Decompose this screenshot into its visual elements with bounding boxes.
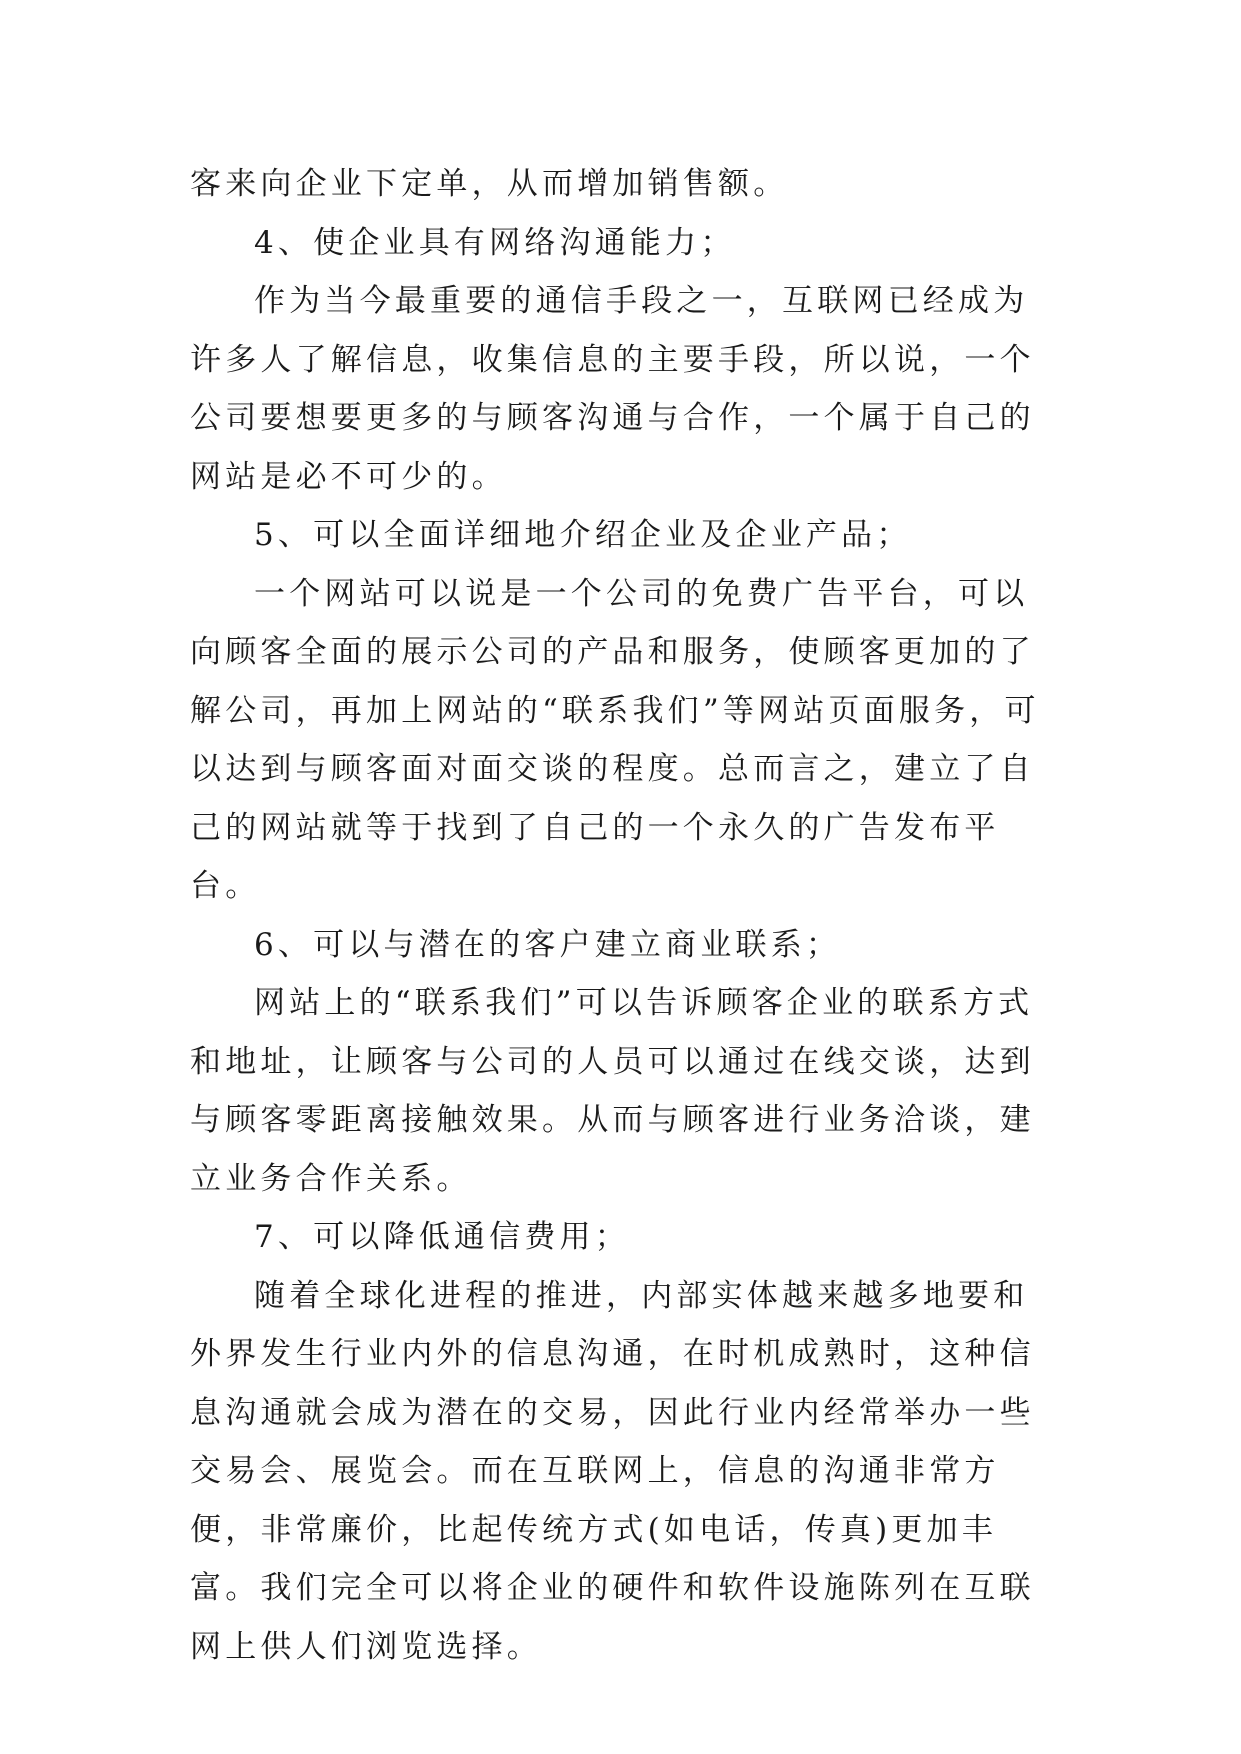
heading-item-4: 4、使企业具有网络沟通能力； — [254, 224, 736, 261]
paragraph-continuation: 客来向企业下定单，从而增加销售额。 — [190, 166, 789, 202]
heading-item-5: 5、可以全面详细地介绍企业及企业产品； — [254, 517, 912, 553]
paragraph: 网站上的“联系我们”可以告诉顾客企业的联系方式和地址，让顾客与公司的人员可以通过在线交谈，达到与顾客零距离接触效果。从而与顾客进行业务洽谈，建立业务合作关系。 — [190, 985, 1035, 1197]
heading-item-7: 7、可以降低通信费用； — [254, 1219, 630, 1255]
paragraph: 随着全球化进程的推进，内部实体越来越多地要和外界发生行业内外的信息沟通，在时机成熟时，这种信息沟通就会成为潜在的交易，因此行业内经常举办一些交易会、展览会。而在互联网上，信息的沟通非常方便，非常廉价，比起传统方式(如电话，传真)更加丰富。我们完全可以将企业的硬件和软件设施陈列在互联网上供人们浏览选择。 — [190, 1277, 1035, 1665]
paragraph: 一个网站可以说是一个公司的免费广告平台，可以向顾客全面的展示公司的产品和服务，使顾客更加的了解公司，再加上网站的“联系我们”等网站页面服务，可以达到与顾客面对面交谈的程度。总而言之，建立了自己的网站就等于找到了自己的一个永久的广告发布平台。 — [190, 575, 1040, 904]
heading-item-6: 6、可以与潜在的客户建立商业联系； — [254, 926, 842, 963]
paragraph: 作为当今最重要的通信手段之一，互联网已经成为许多人了解信息，收集信息的主要手段，所以说，一个公司要想要更多的与顾客沟通与合作，一个属于自己的网站是必不可少的。 — [190, 283, 1035, 495]
document-body — [190, 155, 1052, 1676]
